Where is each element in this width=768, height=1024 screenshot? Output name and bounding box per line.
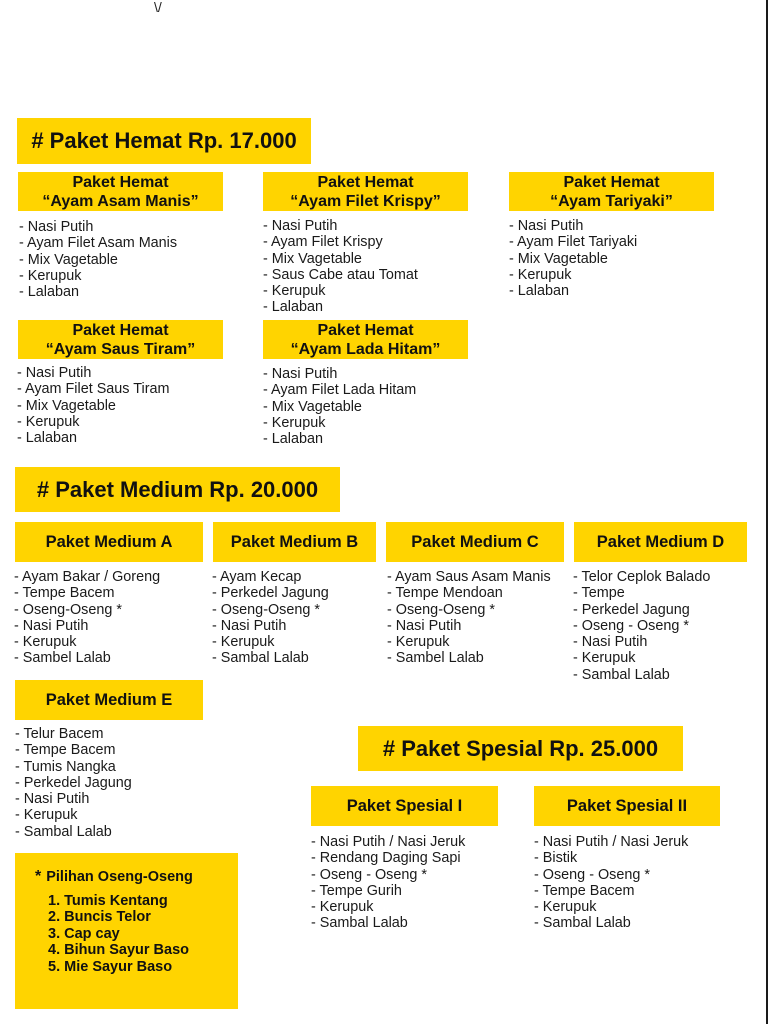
list-item: - Saus Cabe atau Tomat: [263, 266, 418, 283]
section-hemat-title: # Paket Hemat Rp. 17.000: [31, 128, 297, 153]
section-hemat-header: [17, 118, 311, 164]
package-label: Paket Hemat: [72, 321, 169, 339]
list-item: - Perkedel Jagung: [573, 601, 690, 618]
package-name: Paket Medium C: [411, 532, 539, 551]
list-item: - Kerupuk: [19, 267, 82, 284]
list-item: - Kerupuk: [311, 899, 374, 916]
package-medium-b-items: [212, 569, 329, 667]
list-item: - Ayam Bakar / Goreng: [14, 569, 161, 585]
package-hemat-lada-hitam-header: [263, 320, 468, 359]
asterisk-mark: *: [35, 868, 42, 885]
package-medium-d-items: [573, 569, 710, 683]
section-medium-title: # Paket Medium Rp. 20.000: [36, 476, 319, 502]
list-item: - Sambal Lalab: [15, 823, 112, 840]
oseng-title-text: Pilihan Oseng-Oseng: [46, 869, 193, 885]
list-item: - Rendang Daging Sapi: [311, 850, 461, 867]
list-item: - Kerupuk: [14, 634, 77, 651]
list-item: - Kerupuk: [573, 650, 636, 667]
list-item: - Nasi Putih: [387, 617, 462, 634]
list-item: - Nasi Putih: [14, 617, 89, 634]
list-item: - Tempe Mendoan: [387, 585, 503, 602]
section-medium-header: [15, 467, 340, 512]
list-item: - Tempe Gurih: [311, 882, 402, 899]
list-item: - Oseng - Oseng *: [573, 617, 689, 634]
list-item: - Oseng-Oseng *: [212, 601, 320, 618]
list-item: 5. Mie Sayur Baso: [48, 958, 173, 975]
list-item: - Perkedel Jagung: [212, 585, 329, 602]
list-item: - Ayam Filet Lada Hitam: [263, 382, 417, 399]
list-item: - Telur Bacem: [15, 726, 104, 742]
list-item: - Kerupuk: [263, 414, 326, 431]
list-item: - Sambel Lalab: [387, 650, 484, 667]
package-hemat-tariyaki-header: [509, 172, 714, 211]
list-item: - Nasi Putih: [263, 218, 338, 234]
list-item: 4. Bihun Sayur Baso: [48, 942, 190, 959]
list-item: - Mix Vagetable: [19, 251, 118, 268]
package-medium-b-header: [213, 522, 376, 562]
list-item: - Oseng - Oseng *: [534, 866, 650, 883]
package-name: Paket Spesial I: [346, 796, 463, 815]
list-item: - Lalaban: [19, 284, 80, 301]
package-spesial-1-items: [311, 834, 465, 932]
package-hemat-saus-tiram-items: [17, 365, 169, 446]
list-item: - Sambal Lalab: [212, 650, 309, 667]
list-item: - Sambal Lalab: [534, 915, 631, 932]
package-spesial-2-header: [534, 786, 720, 826]
list-item: - Tempe Bacem: [534, 882, 635, 899]
package-medium-a-items: [14, 569, 160, 667]
list-item: - Nasi Putih: [17, 365, 92, 381]
list-item: - Sambal Lalab: [311, 915, 408, 932]
package-medium-e-items: [15, 726, 132, 840]
package-label: Paket Hemat: [72, 173, 169, 191]
list-item: - Sambal Lalab: [573, 666, 670, 683]
list-item: - Tempe Bacem: [14, 585, 115, 602]
top-mark: \/: [154, 0, 162, 15]
list-item: - Telor Ceplok Balado: [573, 569, 711, 585]
section-spesial-title: # Paket Spesial Rp. 25.000: [382, 735, 659, 761]
package-name: “Ayam Saus Tiram”: [45, 340, 196, 358]
package-name: Paket Medium D: [596, 532, 725, 551]
package-name: Paket Medium E: [45, 690, 173, 709]
package-name: “Ayam Asam Manis”: [42, 192, 199, 210]
list-item: - Nasi Putih: [573, 634, 648, 651]
package-hemat-filet-krispy-header: [263, 172, 468, 211]
package-hemat-filet-krispy-items: [263, 218, 418, 316]
list-item: - Nasi Putih: [15, 791, 90, 808]
list-item: - Sambel Lalab: [14, 650, 111, 667]
oseng-options-box: [15, 853, 238, 1009]
list-item: - Nasi Putih: [509, 218, 584, 234]
list-item: - Nasi Putih / Nasi Jeruk: [534, 834, 689, 850]
list-item: - Kerupuk: [15, 807, 78, 824]
list-item: - Ayam Filet Asam Manis: [19, 235, 178, 252]
list-item: 1. Tumis Kentang: [48, 893, 168, 909]
list-item: - Ayam Filet Krispy: [263, 234, 383, 251]
package-hemat-asam-manis-header: [18, 172, 223, 211]
package-label: Paket Hemat: [563, 173, 660, 191]
package-hemat-saus-tiram-header: [18, 320, 223, 359]
list-item: - Ayam Filet Tariyaki: [509, 234, 638, 251]
package-medium-c-header: [386, 522, 564, 562]
package-spesial-2-items: [534, 834, 688, 932]
list-item: - Kerupuk: [534, 899, 597, 916]
list-item: 3. Cap cay: [48, 925, 120, 942]
package-hemat-asam-manis-items: [19, 219, 177, 300]
package-label: Paket Hemat: [317, 321, 414, 339]
list-item: - Kerupuk: [212, 634, 275, 651]
package-name: “Ayam Lada Hitam”: [290, 340, 441, 358]
package-name: “Ayam Filet Krispy”: [290, 192, 441, 210]
list-item: - Ayam Kecap: [212, 569, 302, 585]
package-name: Paket Spesial II: [566, 796, 688, 815]
list-item: - Lalaban: [509, 283, 570, 300]
oseng-options-title: [35, 867, 238, 887]
list-item: - Ayam Filet Saus Tiram: [17, 381, 170, 398]
list-item: - Kerupuk: [263, 283, 326, 300]
package-medium-e-header: [15, 680, 203, 720]
list-item: - Nasi Putih: [19, 219, 94, 235]
list-item: - Nasi Putih: [263, 366, 338, 382]
package-name: “Ayam Tariyaki”: [550, 192, 673, 210]
package-hemat-lada-hitam-items: [263, 366, 416, 447]
list-item: - Mix Vagetable: [17, 397, 116, 414]
section-spesial-header: [358, 726, 683, 771]
package-spesial-1-header: [311, 786, 498, 826]
package-name: Paket Medium B: [230, 532, 359, 551]
list-item: - Lalaban: [17, 430, 78, 447]
list-item: 2. Buncis Telor: [48, 909, 151, 926]
list-item: - Perkedel Jagung: [15, 774, 132, 791]
list-item: - Mix Vagetable: [509, 250, 608, 267]
package-medium-d-header: [574, 522, 747, 562]
list-item: - Tumis Nangka: [15, 758, 116, 775]
list-item: - Kerupuk: [509, 266, 572, 283]
list-item: - Kerupuk: [387, 634, 450, 651]
package-medium-c-items: [387, 569, 551, 667]
list-item: - Oseng-Oseng *: [387, 601, 495, 618]
list-item: - Kerupuk: [17, 413, 80, 430]
list-item: - Mix Vagetable: [263, 398, 362, 415]
list-item: - Oseng-Oseng *: [14, 601, 122, 618]
list-item: - Nasi Putih: [212, 617, 287, 634]
package-medium-a-header: [15, 522, 203, 562]
package-hemat-tariyaki-items: [509, 218, 637, 299]
list-item: - Mix Vagetable: [263, 250, 362, 267]
oseng-options-list: [48, 893, 238, 975]
package-label: Paket Hemat: [317, 173, 414, 191]
list-item: - Tempe: [573, 585, 625, 602]
list-item: - Tempe Bacem: [15, 742, 116, 759]
list-item: - Oseng - Oseng *: [311, 866, 427, 883]
list-item: - Bistik: [534, 850, 578, 867]
package-name: Paket Medium A: [45, 532, 173, 551]
list-item: - Lalaban: [263, 299, 324, 316]
list-item: - Ayam Saus Asam Manis: [387, 569, 551, 585]
list-item: - Nasi Putih / Nasi Jeruk: [311, 834, 466, 850]
list-item: - Lalaban: [263, 431, 324, 448]
